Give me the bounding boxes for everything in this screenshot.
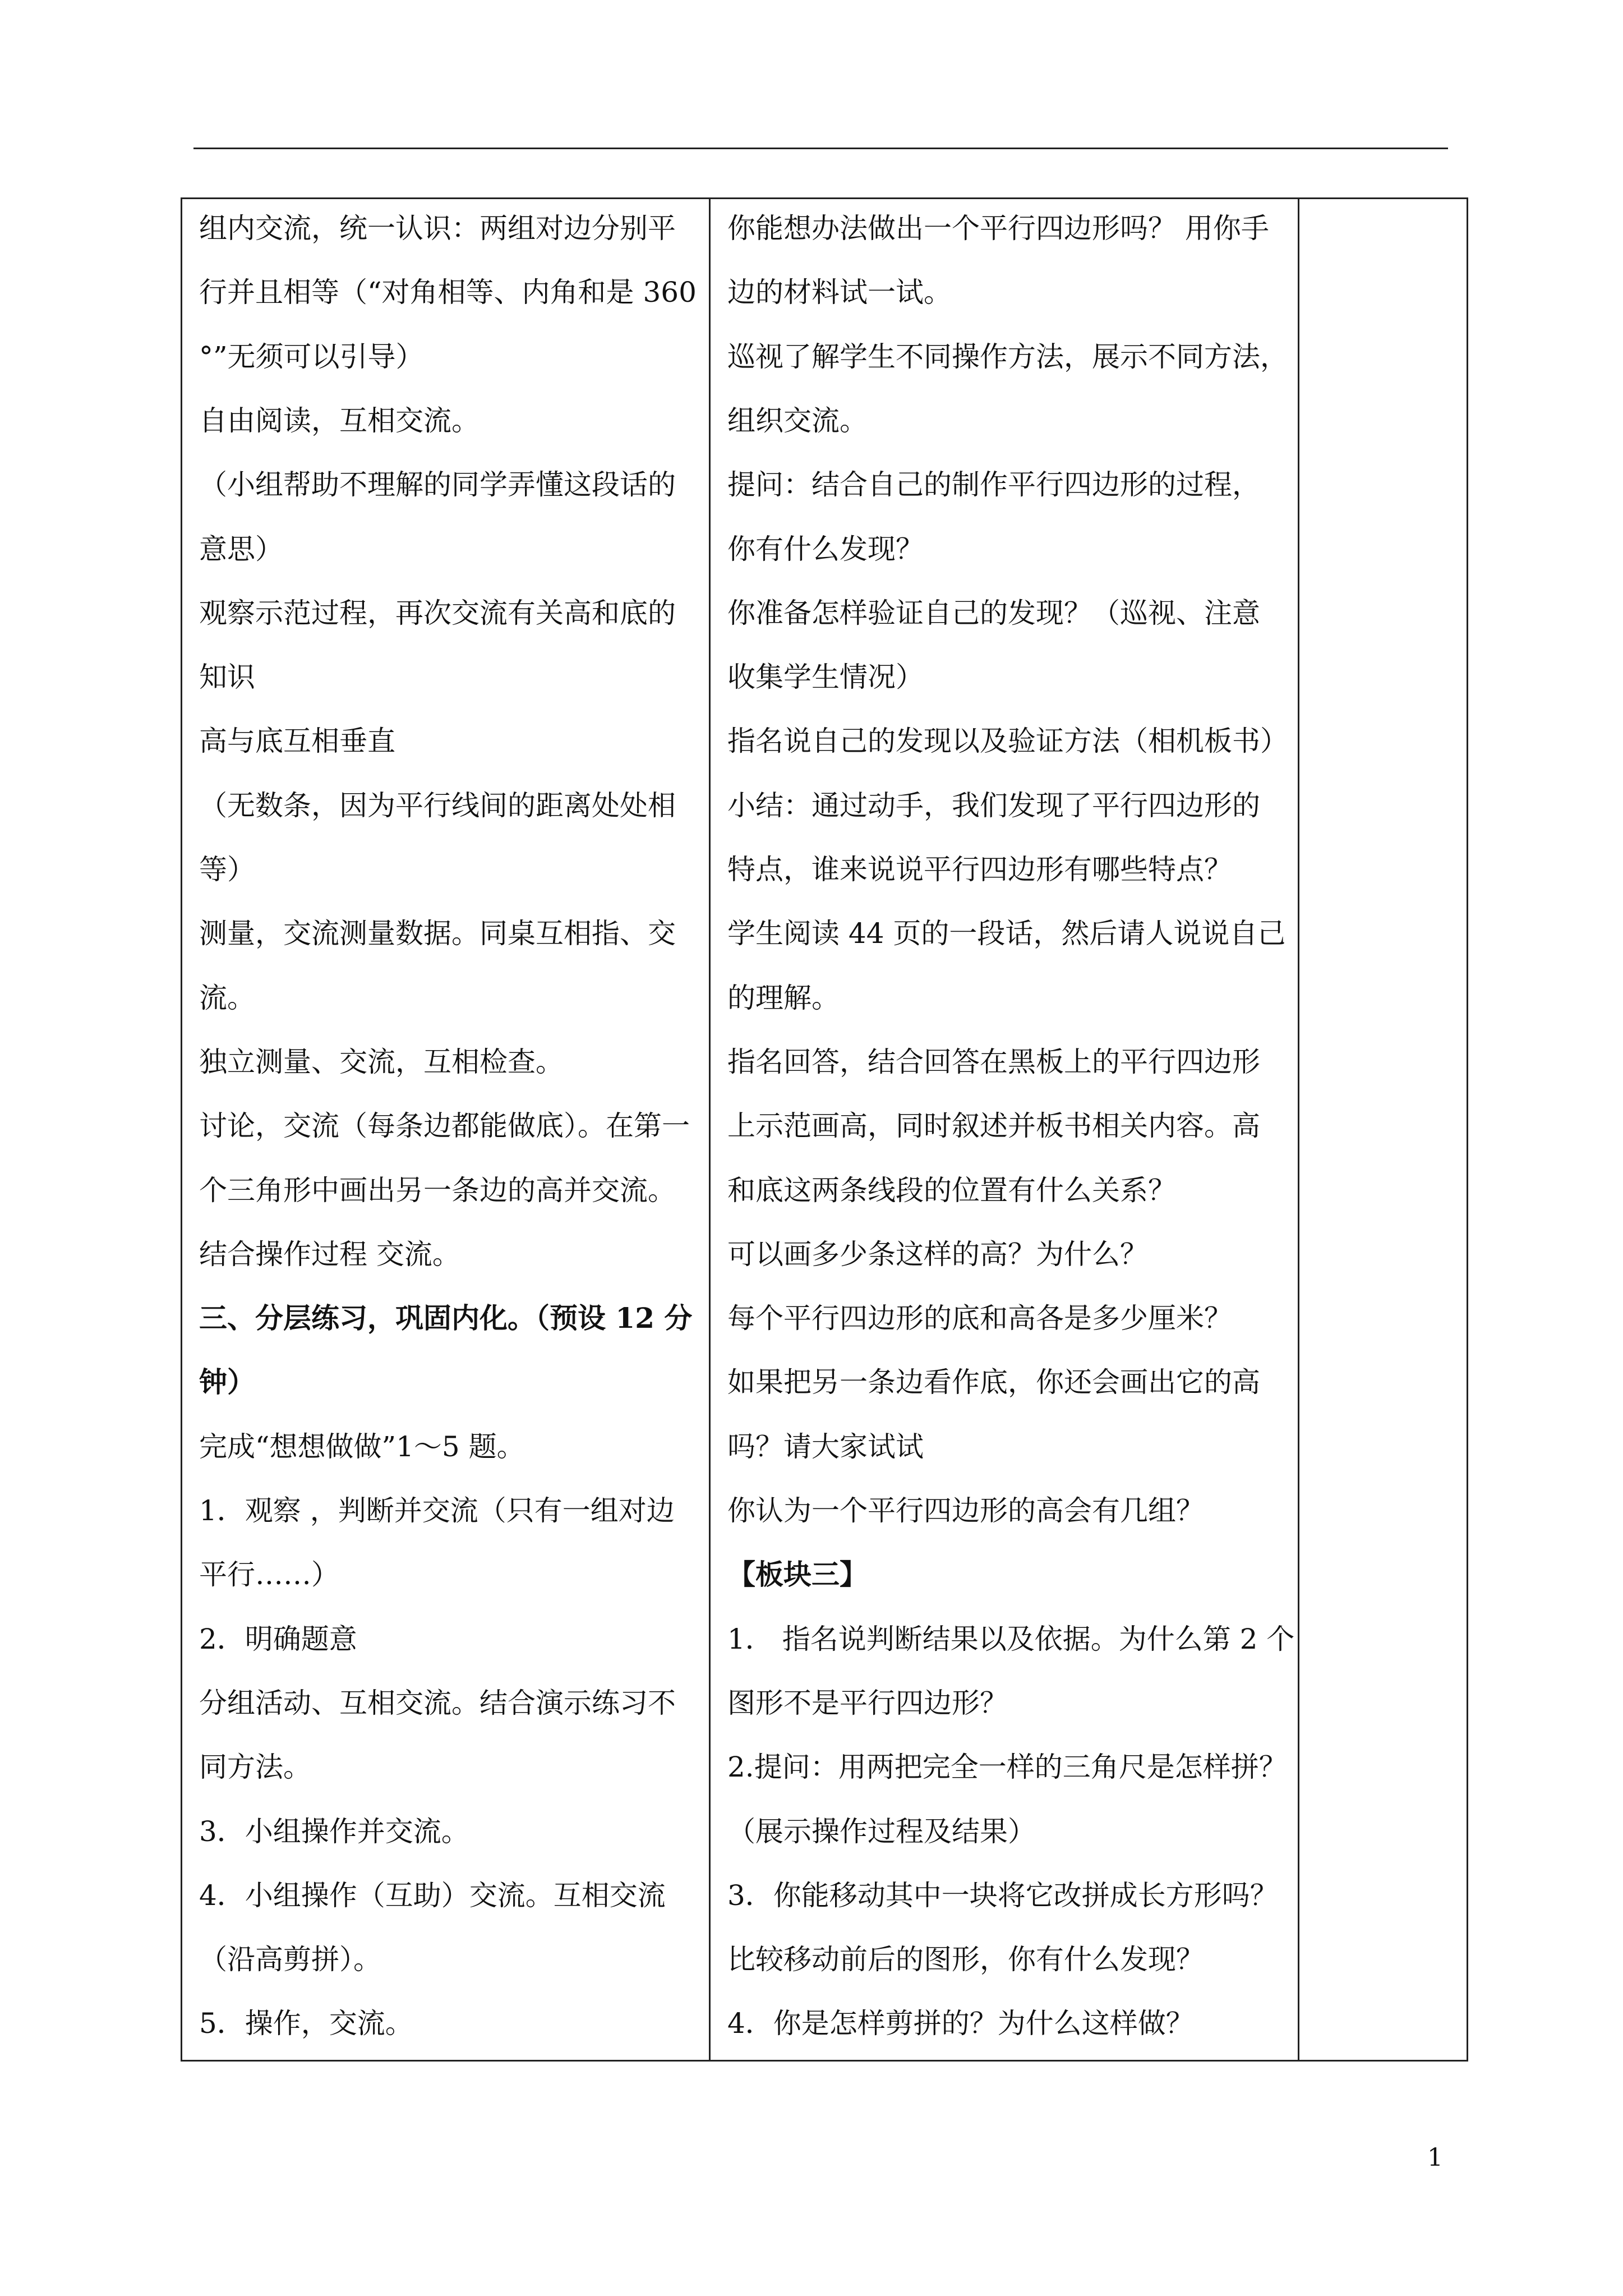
teacher-activity-line: 指名回答，结合回答在黑板上的平行四边形 bbox=[727, 1045, 1260, 1078]
student-activity-line: 知识 bbox=[199, 661, 255, 694]
student-activity-line: 讨论，交流（每条边都能做底）。在第一 bbox=[199, 1110, 690, 1143]
student-activity-line: 完成“想想做做”1～5 题。 bbox=[199, 1430, 525, 1463]
student-activity-line: 组内交流，统一认识：两组对边分别平 bbox=[199, 212, 676, 245]
teacher-activity-line: 组织交流。 bbox=[727, 404, 868, 437]
student-activity-line: 独立测量、交流，互相检查。 bbox=[199, 1045, 564, 1078]
teacher-activity-line: 学生阅读 44 页的一段话，然后请人说说自己 bbox=[727, 917, 1286, 950]
teacher-activity-line: 巡视了解学生不同操作方法，展示不同方法， bbox=[727, 340, 1288, 373]
student-activity-line: 4．小组操作（互助）交流。互相交流 bbox=[199, 1879, 666, 1912]
student-activity-line: 等） bbox=[199, 853, 255, 886]
teacher-activity-line: 你认为一个平行四边形的高会有几组？ bbox=[727, 1494, 1204, 1527]
student-activity-line: 5．操作，交流。 bbox=[199, 2007, 413, 2040]
teacher-activity-line: 小结：通过动手，我们发现了平行四边形的 bbox=[727, 789, 1260, 822]
teacher-activity-line: 3．你能移动其中一块将它改拼成长方形吗？ bbox=[727, 1879, 1278, 1912]
teacher-activity-line: 上示范画高，同时叙述并板书相关内容。高 bbox=[727, 1110, 1260, 1143]
student-activity-line: 钟） bbox=[199, 1365, 255, 1399]
teacher-activity-line: 特点，谁来说说平行四边形有哪些特点？ bbox=[727, 853, 1232, 886]
teacher-activity-line: 的理解。 bbox=[727, 981, 840, 1014]
student-activity-column bbox=[182, 199, 711, 2060]
teacher-activity-line: 提问：结合自己的制作平行四边形的过程， bbox=[727, 468, 1260, 501]
student-activity-line: （沿高剪拼）。 bbox=[199, 1943, 381, 1976]
lesson-plan-table bbox=[181, 197, 1468, 2062]
teacher-activity-line: 1． 指名说判断结果以及依据。为什么第 2 个 bbox=[727, 1622, 1295, 1655]
teacher-activity-line: 2.提问：用两把完全一样的三角尺是怎样拼？ bbox=[727, 1751, 1287, 1784]
student-activity-line: 高与底互相垂直 bbox=[199, 725, 395, 758]
student-activity-line: 平行……） bbox=[199, 1558, 339, 1591]
teacher-activity-line: 你准备怎样验证自己的发现？（巡视、注意 bbox=[727, 596, 1260, 629]
teacher-activity-line: 如果把另一条边看作底，你还会画出它的高 bbox=[727, 1366, 1260, 1399]
student-activity-line: 分组活动、互相交流。结合演示练习不 bbox=[199, 1686, 676, 1719]
teacher-activity-line: 指名说自己的发现以及验证方法（相机板书） bbox=[727, 725, 1288, 758]
student-activity-line: 个三角形中画出另一条边的高并交流。 bbox=[199, 1174, 676, 1207]
teacher-activity-line: 可以画多少条这样的高？为什么？ bbox=[727, 1237, 1148, 1271]
student-activity-line: 测量，交流测量数据。同桌互相指、交 bbox=[199, 917, 676, 950]
student-activity-line: 自由阅读，互相交流。 bbox=[199, 404, 479, 437]
notes-column bbox=[1299, 199, 1467, 2060]
teacher-activity-line: 图形不是平行四边形？ bbox=[727, 1686, 1008, 1719]
student-activity-line: （无数条，因为平行线间的距离处处相 bbox=[199, 789, 676, 822]
teacher-activity-line: 你有什么发现？ bbox=[727, 532, 924, 565]
student-activity-line: 2．明确题意 bbox=[199, 1622, 357, 1655]
teacher-activity-line: 【板块三】 bbox=[727, 1558, 868, 1591]
teacher-activity-line: 每个平行四边形的底和高各是多少厘米？ bbox=[727, 1302, 1232, 1335]
student-activity-line: °”无须可以引导） bbox=[199, 340, 424, 373]
teacher-activity-line: 4．你是怎样剪拼的？为什么这样做？ bbox=[727, 2007, 1194, 2040]
student-activity-line: 3．小组操作并交流。 bbox=[199, 1815, 469, 1848]
teacher-activity-line: 你能想办法做出一个平行四边形吗？ 用你手 bbox=[727, 212, 1269, 245]
teacher-activity-line: 边的材料试一试。 bbox=[727, 276, 952, 309]
teacher-activity-line: 比较移动前后的图形，你有什么发现？ bbox=[727, 1943, 1204, 1976]
student-activity-line: 流。 bbox=[199, 981, 255, 1014]
student-activity-line: 三、分层练习，巩固内化。（预设 12 分 bbox=[199, 1301, 693, 1335]
teacher-activity-column bbox=[711, 199, 1299, 2060]
student-activity-line: 观察示范过程，再次交流有关高和底的 bbox=[199, 596, 676, 629]
page-number: 1 bbox=[1427, 2143, 1443, 2172]
header-rule bbox=[193, 148, 1448, 149]
teacher-activity-line: （展示操作过程及结果） bbox=[727, 1815, 1036, 1848]
student-activity-line: 意思） bbox=[199, 532, 283, 565]
student-activity-line: 1．观察 ，判断并交流（只有一组对边 bbox=[199, 1494, 675, 1527]
teacher-activity-line: 和底这两条线段的位置有什么关系？ bbox=[727, 1174, 1176, 1207]
student-activity-line: 结合操作过程 交流。 bbox=[199, 1237, 460, 1271]
teacher-activity-line: 吗？请大家试试 bbox=[727, 1430, 924, 1463]
student-activity-line: 行并且相等（“对角相等、内角和是 360 bbox=[199, 276, 697, 309]
student-activity-line: （小组帮助不理解的同学弄懂这段话的 bbox=[199, 468, 676, 501]
teacher-activity-line: 收集学生情况） bbox=[727, 661, 924, 694]
student-activity-line: 同方法。 bbox=[199, 1751, 311, 1784]
